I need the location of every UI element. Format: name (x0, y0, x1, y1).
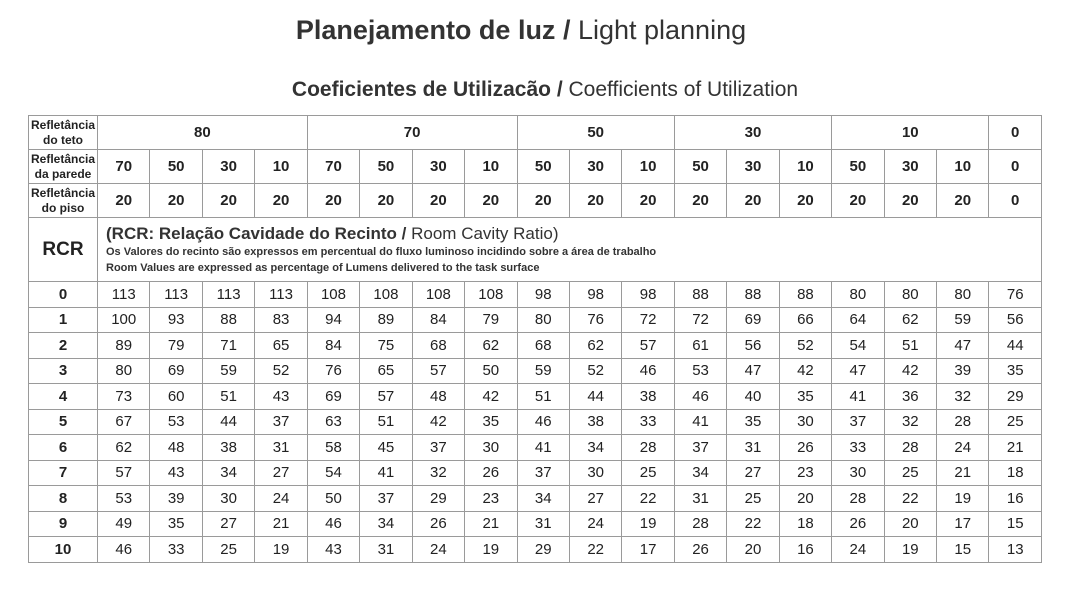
wall-reflectance-row (29, 150, 1042, 184)
floor-reflectance-value: 20 (622, 184, 674, 218)
table-cell: 38 (202, 435, 254, 461)
table-cell: 25 (989, 409, 1041, 435)
table-cell: 19 (884, 537, 936, 563)
table-cell: 44 (989, 333, 1041, 359)
table-cell: 46 (674, 384, 726, 410)
wall-reflectance-value: 10 (255, 150, 307, 184)
table-cell: 26 (832, 511, 884, 537)
rcr-heading-en: Room Cavity Ratio) (411, 223, 559, 243)
table-cell: 113 (98, 282, 150, 308)
table-row (29, 358, 1042, 384)
wall-reflectance-value: 10 (622, 150, 674, 184)
table-cell: 69 (150, 358, 202, 384)
table-cell: 54 (307, 460, 359, 486)
table-cell: 34 (569, 435, 621, 461)
floor-reflectance-row (29, 184, 1042, 218)
table-cell: 80 (517, 307, 569, 333)
table-cell: 18 (779, 511, 831, 537)
page-title-pt: Planejamento de luz (295, 15, 556, 45)
wall-reflectance-value: 50 (674, 150, 726, 184)
ceiling-reflectance-value: 10 (832, 116, 989, 150)
table-cell: 79 (465, 307, 517, 333)
floor-reflectance-value: 20 (884, 184, 936, 218)
rcr-value: 8 (29, 486, 98, 512)
table-cell: 25 (622, 460, 674, 486)
table-cell: 46 (307, 511, 359, 537)
rcr-note-pt: Os Valores do recinto são expressos em percentual do fluxo luminoso incidindo sobre a área de trabalho (106, 245, 657, 258)
table-cell: 51 (517, 384, 569, 410)
rcr-value: 1 (29, 307, 98, 333)
table-cell: 51 (360, 409, 412, 435)
table-cell: 75 (360, 333, 412, 359)
rcr-value: 9 (29, 511, 98, 537)
ceiling-reflectance-value: 0 (989, 116, 1041, 150)
table-cell: 83 (255, 307, 307, 333)
table-cell: 22 (622, 486, 674, 512)
table-cell: 93 (150, 307, 202, 333)
table-cell: 68 (412, 333, 464, 359)
table-row (29, 511, 1042, 537)
table-cell: 37 (360, 486, 412, 512)
table-cell: 53 (98, 486, 150, 512)
floor-reflectance-value: 20 (412, 184, 464, 218)
wall-reflectance-value: 50 (517, 150, 569, 184)
table-row (29, 486, 1042, 512)
table-cell: 37 (832, 409, 884, 435)
table-cell: 29 (412, 486, 464, 512)
rcr-info-row (29, 218, 1042, 282)
table-cell: 33 (832, 435, 884, 461)
table-cell: 41 (832, 384, 884, 410)
ceiling-reflectance-value: 70 (307, 116, 517, 150)
table-cell: 15 (989, 511, 1041, 537)
rcr-header: RCR (29, 218, 98, 282)
table-cell: 19 (465, 537, 517, 563)
table-cell: 56 (989, 307, 1041, 333)
floor-reflectance-value: 20 (465, 184, 517, 218)
table-cell: 23 (465, 486, 517, 512)
coefficients-table (28, 115, 1042, 563)
table-cell: 73 (98, 384, 150, 410)
table-cell: 50 (307, 486, 359, 512)
floor-reflectance-value: 20 (937, 184, 989, 218)
ceiling-reflectance-row (29, 116, 1042, 150)
table-row (29, 307, 1042, 333)
table-cell: 35 (150, 511, 202, 537)
table-cell: 38 (622, 384, 674, 410)
table-cell: 33 (622, 409, 674, 435)
table-cell: 37 (412, 435, 464, 461)
table-cell: 34 (674, 460, 726, 486)
table-cell: 69 (727, 307, 779, 333)
table-cell: 51 (884, 333, 936, 359)
table-cell: 51 (202, 384, 254, 410)
table-cell: 84 (412, 307, 464, 333)
floor-reflectance-value: 20 (517, 184, 569, 218)
table-cell: 17 (622, 537, 674, 563)
table-cell: 47 (832, 358, 884, 384)
table-cell: 22 (727, 511, 779, 537)
table-cell: 30 (832, 460, 884, 486)
table-cell: 21 (465, 511, 517, 537)
table-cell: 59 (202, 358, 254, 384)
table-cell: 13 (989, 537, 1041, 563)
table-row (29, 282, 1042, 308)
table-cell: 26 (779, 435, 831, 461)
table-cell: 42 (779, 358, 831, 384)
table-cell: 27 (202, 511, 254, 537)
table-cell: 26 (465, 460, 517, 486)
table-cell: 62 (884, 307, 936, 333)
table-cell: 19 (937, 486, 989, 512)
table-cell: 53 (150, 409, 202, 435)
table-cell: 22 (884, 486, 936, 512)
wall-reflectance-value: 10 (465, 150, 517, 184)
table-cell: 59 (937, 307, 989, 333)
table-cell: 44 (569, 384, 621, 410)
page-title-separator: / (555, 15, 578, 45)
wall-reflectance-value: 0 (989, 150, 1041, 184)
table-cell: 64 (832, 307, 884, 333)
table-cell: 16 (779, 537, 831, 563)
table-row (29, 384, 1042, 410)
rcr-value: 7 (29, 460, 98, 486)
table-cell: 34 (517, 486, 569, 512)
table-cell: 29 (989, 384, 1041, 410)
table-cell: 43 (150, 460, 202, 486)
table-cell: 113 (150, 282, 202, 308)
floor-reflectance-value: 20 (832, 184, 884, 218)
table-cell: 31 (255, 435, 307, 461)
table-cell: 31 (727, 435, 779, 461)
rcr-heading-separator: / (396, 223, 412, 243)
table-cell: 65 (360, 358, 412, 384)
wall-reflectance-value: 50 (832, 150, 884, 184)
wall-reflectance-value: 50 (150, 150, 202, 184)
table-cell: 72 (622, 307, 674, 333)
floor-reflectance-value: 20 (202, 184, 254, 218)
table-cell: 58 (307, 435, 359, 461)
floor-reflectance-value: 20 (98, 184, 150, 218)
table-cell: 98 (569, 282, 621, 308)
table-cell: 31 (517, 511, 569, 537)
table-cell: 35 (465, 409, 517, 435)
table-cell: 80 (884, 282, 936, 308)
table-cell: 46 (98, 537, 150, 563)
ceiling-reflectance-label: Refletância do teto (29, 116, 98, 150)
table-cell: 41 (674, 409, 726, 435)
rcr-value: 10 (29, 537, 98, 563)
table-subtitle-separator: / (551, 78, 569, 101)
table-cell: 80 (832, 282, 884, 308)
table-cell: 79 (150, 333, 202, 359)
table-cell: 21 (255, 511, 307, 537)
table-cell: 40 (727, 384, 779, 410)
table-cell: 30 (569, 460, 621, 486)
table-cell: 76 (307, 358, 359, 384)
table-cell: 49 (98, 511, 150, 537)
table-cell: 24 (937, 435, 989, 461)
table-cell: 66 (779, 307, 831, 333)
table-cell: 50 (465, 358, 517, 384)
table-cell: 27 (727, 460, 779, 486)
table-subtitle-pt: Coeficientes de Utilizacão (291, 78, 551, 101)
table-cell: 24 (412, 537, 464, 563)
table-cell: 98 (517, 282, 569, 308)
table-cell: 35 (727, 409, 779, 435)
table-cell: 46 (622, 358, 674, 384)
table-cell: 26 (412, 511, 464, 537)
table-cell: 28 (622, 435, 674, 461)
rcr-note-en: Room Values are expressed as percentage of Lumens delivered to the task surface (106, 261, 540, 274)
table-cell: 17 (937, 511, 989, 537)
floor-reflectance-label: Refletância do piso (29, 184, 98, 218)
table-cell: 35 (779, 384, 831, 410)
table-cell: 20 (727, 537, 779, 563)
table-cell: 26 (674, 537, 726, 563)
table-cell: 46 (517, 409, 569, 435)
table-cell: 80 (98, 358, 150, 384)
table-cell: 29 (517, 537, 569, 563)
table-cell: 71 (202, 333, 254, 359)
table-cell: 31 (360, 537, 412, 563)
ceiling-reflectance-value: 80 (98, 116, 308, 150)
table-cell: 56 (727, 333, 779, 359)
rcr-value: 4 (29, 384, 98, 410)
table-cell: 62 (465, 333, 517, 359)
table-cell: 68 (517, 333, 569, 359)
page-title-en: Light planning (577, 15, 747, 45)
table-cell: 100 (98, 307, 150, 333)
table-cell: 19 (255, 537, 307, 563)
table-cell: 88 (202, 307, 254, 333)
table-cell: 62 (569, 333, 621, 359)
table-cell: 30 (779, 409, 831, 435)
table-cell: 39 (150, 486, 202, 512)
table-cell: 80 (937, 282, 989, 308)
table-cell: 25 (202, 537, 254, 563)
wall-reflectance-value: 30 (884, 150, 936, 184)
rcr-heading-pt: (RCR: Relação Cavidade do Recinto (106, 223, 397, 243)
table-cell: 15 (937, 537, 989, 563)
table-cell: 18 (989, 460, 1041, 486)
table-cell: 43 (307, 537, 359, 563)
table-cell: 41 (517, 435, 569, 461)
table-row (29, 460, 1042, 486)
table-cell: 60 (150, 384, 202, 410)
table-cell: 59 (517, 358, 569, 384)
wall-reflectance-value: 30 (412, 150, 464, 184)
table-cell: 36 (884, 384, 936, 410)
floor-reflectance-value: 20 (150, 184, 202, 218)
table-cell: 19 (622, 511, 674, 537)
table-cell: 39 (937, 358, 989, 384)
table-cell: 88 (779, 282, 831, 308)
table-cell: 57 (622, 333, 674, 359)
table-subtitle (0, 78, 1072, 102)
wall-reflectance-label: Refletância da parede (29, 150, 98, 184)
table-cell: 30 (465, 435, 517, 461)
table-cell: 63 (307, 409, 359, 435)
table-cell: 34 (360, 511, 412, 537)
table-cell: 28 (674, 511, 726, 537)
table-cell: 69 (307, 384, 359, 410)
table-cell: 98 (622, 282, 674, 308)
floor-reflectance-value: 20 (674, 184, 726, 218)
rcr-value: 0 (29, 282, 98, 308)
table-cell: 33 (150, 537, 202, 563)
wall-reflectance-value: 30 (202, 150, 254, 184)
table-cell: 32 (884, 409, 936, 435)
table-cell: 25 (727, 486, 779, 512)
table-cell: 37 (517, 460, 569, 486)
table-cell: 47 (937, 333, 989, 359)
wall-reflectance-value: 30 (727, 150, 779, 184)
table-cell: 21 (989, 435, 1041, 461)
table-cell: 61 (674, 333, 726, 359)
table-cell: 52 (569, 358, 621, 384)
table-cell: 47 (727, 358, 779, 384)
table-cell: 23 (779, 460, 831, 486)
table-cell: 41 (360, 460, 412, 486)
ceiling-reflectance-value: 50 (517, 116, 674, 150)
table-cell: 31 (674, 486, 726, 512)
wall-reflectance-value: 10 (779, 150, 831, 184)
table-cell: 76 (989, 282, 1041, 308)
wall-reflectance-value: 70 (98, 150, 150, 184)
table-cell: 72 (674, 307, 726, 333)
table-cell: 113 (202, 282, 254, 308)
table-cell: 62 (98, 435, 150, 461)
table-cell: 32 (412, 460, 464, 486)
table-row (29, 409, 1042, 435)
table-cell: 28 (937, 409, 989, 435)
table-cell: 53 (674, 358, 726, 384)
table-cell: 54 (832, 333, 884, 359)
table-cell: 16 (989, 486, 1041, 512)
table-cell: 44 (202, 409, 254, 435)
wall-reflectance-value: 10 (937, 150, 989, 184)
table-cell: 38 (569, 409, 621, 435)
rcr-heading (106, 224, 1041, 244)
table-cell: 88 (674, 282, 726, 308)
floor-reflectance-value: 20 (307, 184, 359, 218)
table-cell: 108 (412, 282, 464, 308)
wall-reflectance-value: 70 (307, 150, 359, 184)
rcr-value: 5 (29, 409, 98, 435)
floor-reflectance-value: 20 (360, 184, 412, 218)
table-cell: 65 (255, 333, 307, 359)
table-cell: 76 (569, 307, 621, 333)
rcr-value: 3 (29, 358, 98, 384)
table-cell: 24 (255, 486, 307, 512)
table-cell: 37 (255, 409, 307, 435)
table-cell: 57 (360, 384, 412, 410)
table-cell: 52 (779, 333, 831, 359)
table-cell: 45 (360, 435, 412, 461)
table-cell: 108 (360, 282, 412, 308)
table-cell: 43 (255, 384, 307, 410)
rcr-description (98, 218, 1042, 282)
table-cell: 20 (779, 486, 831, 512)
table-cell: 42 (412, 409, 464, 435)
ceiling-reflectance-value: 30 (674, 116, 831, 150)
table-cell: 52 (255, 358, 307, 384)
rcr-value: 6 (29, 435, 98, 461)
table-cell: 94 (307, 307, 359, 333)
table-cell: 21 (937, 460, 989, 486)
floor-reflectance-value: 20 (727, 184, 779, 218)
wall-reflectance-value: 30 (569, 150, 621, 184)
table-cell: 34 (202, 460, 254, 486)
table-cell: 113 (255, 282, 307, 308)
floor-reflectance-value: 20 (569, 184, 621, 218)
table-cell: 24 (832, 537, 884, 563)
table-subtitle-en: Coefficients of Utilization (568, 78, 799, 101)
table-cell: 27 (569, 486, 621, 512)
table-cell: 32 (937, 384, 989, 410)
rcr-value: 2 (29, 333, 98, 359)
floor-reflectance-value: 0 (989, 184, 1041, 218)
table-cell: 108 (307, 282, 359, 308)
table-row (29, 333, 1042, 359)
table-cell: 84 (307, 333, 359, 359)
table-cell: 108 (465, 282, 517, 308)
table-cell: 28 (884, 435, 936, 461)
table-cell: 24 (569, 511, 621, 537)
table-cell: 67 (98, 409, 150, 435)
table-cell: 20 (884, 511, 936, 537)
table-cell: 22 (569, 537, 621, 563)
table-cell: 89 (360, 307, 412, 333)
table-cell: 25 (884, 460, 936, 486)
table-cell: 27 (255, 460, 307, 486)
table-cell: 28 (832, 486, 884, 512)
table-cell: 42 (884, 358, 936, 384)
table-cell: 37 (674, 435, 726, 461)
table-cell: 30 (202, 486, 254, 512)
table-cell: 42 (465, 384, 517, 410)
table-cell: 48 (412, 384, 464, 410)
page-title (0, 15, 1042, 46)
table-cell: 88 (727, 282, 779, 308)
table-cell: 35 (989, 358, 1041, 384)
table-cell: 89 (98, 333, 150, 359)
table-row (29, 435, 1042, 461)
table-cell: 57 (412, 358, 464, 384)
wall-reflectance-value: 50 (360, 150, 412, 184)
table-cell: 57 (98, 460, 150, 486)
floor-reflectance-value: 20 (255, 184, 307, 218)
table-cell: 48 (150, 435, 202, 461)
table-row (29, 537, 1042, 563)
floor-reflectance-value: 20 (779, 184, 831, 218)
